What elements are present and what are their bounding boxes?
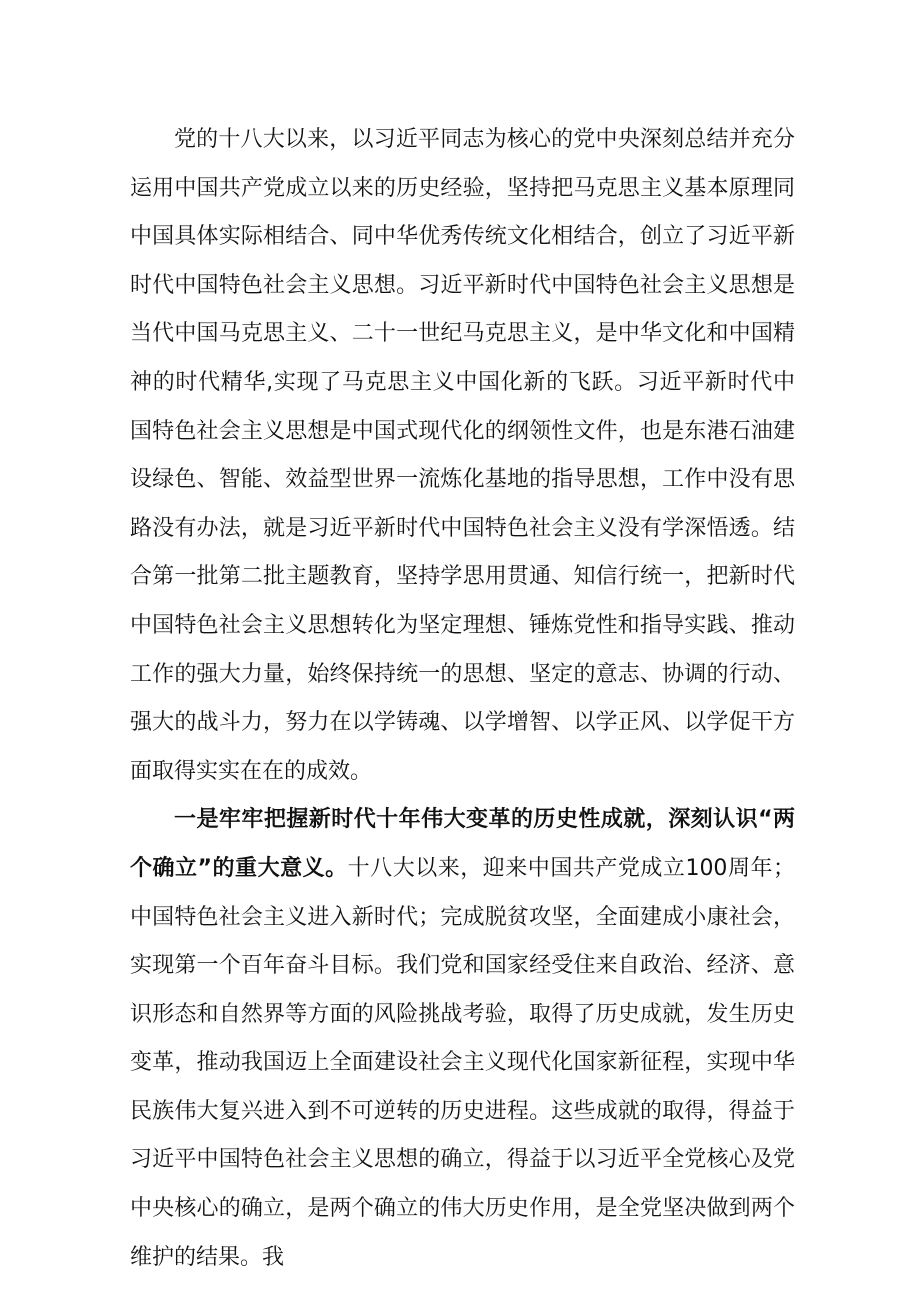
document-body: [130, 116, 795, 1282]
paragraph-1: [130, 116, 795, 796]
paragraph-2-lead: 一是牢牢把握新时代十年伟大变革的历史性成就，深刻认识“两个确立”的重大意义。: [130, 807, 795, 881]
paragraph-2: [130, 796, 795, 1282]
paragraph-2-text: 十八大以来，迎来中国共产党成立100周年；中国特色社会主义进入新时代；完成脱贫攻坚，全面建成小康社会，实现第一个百年奋斗目标。我们党和国家经受住来自政治、经济、意识形态和自然界等方面的风险挑战考验，取得了历史成就，发生历史变革，推动我国迈上全面建设社会主义现代化国家新征程，实现中华民族伟大复兴进入到不可逆转的历史进程。这些成就的取得，得益于习近平中国特色社会主义思想的确立，得益于以习近平全党核心及党中央核心的确立，是两个确立的伟大历史作用，是全党坚决做到两个维护的结果。我: [130, 855, 795, 1270]
paragraph-1-text: 党的十八大以来，以习近平同志为核心的党中央深刻总结并充分运用中国共产党成立以来的历史经验，坚持把马克思主义基本原理同中国具体实际相结合、同中华优秀传统文化相结合，创立了习近平新时代中国特色社会主义思想。习近平新时代中国特色社会主义思想是当代中国马克思主义、二十一世纪马克思主义，是中华文化和中国精神的时代精华,实现了马克思主义中国化新的飞跃。习近平新时代中国特色社会主义思想是中国式现代化的纲领性文件，也是东港石油建设绿色、智能、效益型世界一流炼化基地的指导思想，工作中没有思路没有办法，就是习近平新时代中国特色社会主义没有学深悟透。结合第一批第二批主题教育，坚持学思用贯通、知信行统一，把新时代中国特色社会主义思想转化为坚定理想、锤炼党性和指导实践、推动工作的强大力量，始终保持统一的思想、坚定的意志、协调的行动、强大的战斗力，努力在以学铸魂、以学增智、以学正风、以学促干方面取得实实在在的成效。: [130, 127, 795, 784]
